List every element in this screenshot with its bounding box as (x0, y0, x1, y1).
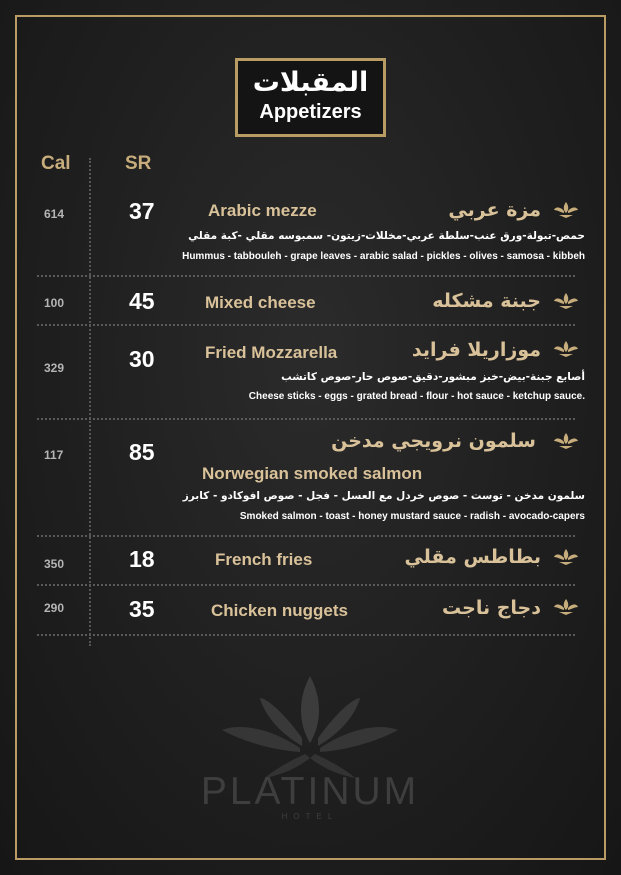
item-price: 37 (129, 198, 155, 224)
row-divider (37, 275, 575, 277)
item-name-arabic: جبنة مشكله (432, 290, 541, 312)
section-title-english: Appetizers (259, 101, 362, 123)
item-name-english: French fries (215, 550, 313, 569)
item-calories: 329 (44, 361, 65, 375)
flourish-icon (553, 548, 579, 566)
item-price: 85 (129, 439, 155, 465)
item-name-arabic: دجاج ناجت (442, 597, 541, 619)
item-name-english: Mixed cheese (205, 293, 316, 312)
item-description-english: Cheese sticks - eggs - grated bread - flour - hot sauce - ketchup sauce. (248, 391, 585, 402)
brand-name: PLATINUM (200, 770, 420, 813)
item-name-english: Arabic mezze (208, 201, 317, 220)
item-description-arabic: سلمون مدخن - توست - صوص خردل مع العسل - فجل - صوص افوكادو - كابرز (182, 490, 585, 502)
brand-subtitle: HOTEL (281, 812, 339, 821)
row-divider (37, 418, 575, 420)
item-calories: 614 (44, 207, 65, 221)
item-description-english: Smoked salmon - toast - honey mustard sauce - radish - avocado-capers (239, 511, 585, 522)
flourish-icon (553, 432, 579, 450)
item-description-english: Hummus - tabbouleh - grape leaves - arabic salad - pickles - olives - samosa - kibbeh (182, 251, 585, 262)
section-title-arabic: المقبلات (252, 67, 369, 98)
item-description-arabic: حمص-تبولة-ورق عنب-سلطة عربي-مخللات-زيتون- سمبوسه مقلي -كبة مقلي (188, 230, 585, 242)
flourish-icon (553, 201, 579, 219)
item-name-arabic: موزاريلا فرايد (411, 339, 541, 361)
item-calories: 350 (44, 557, 65, 571)
section-title-box (235, 58, 386, 137)
item-price: 35 (129, 596, 155, 622)
item-name-english: Chicken nuggets (211, 601, 348, 620)
price-column-header: SR (125, 153, 152, 174)
item-name-arabic: سلمون نرويجي مدخن (331, 430, 536, 452)
item-name-arabic: بطاطس مقلي (404, 546, 541, 568)
item-calories: 117 (44, 448, 64, 462)
item-description-arabic: أصابع جبنة-بيض-خبز مبشور-دقيق-صوص حار-صوص كاتشب (281, 371, 585, 383)
item-calories: 290 (44, 601, 65, 615)
row-divider (37, 634, 575, 636)
item-price: 30 (129, 346, 155, 372)
row-divider (37, 324, 575, 326)
item-name-english: Fried Mozzarella (205, 343, 338, 362)
flourish-icon (553, 292, 579, 310)
item-calories: 100 (44, 296, 65, 310)
item-price: 45 (129, 288, 155, 314)
item-name-arabic: مزة عربي (448, 199, 541, 221)
calories-column-header: Cal (41, 153, 71, 174)
flourish-icon (553, 340, 579, 358)
flourish-icon (553, 598, 579, 616)
item-price: 18 (129, 546, 155, 572)
row-divider (37, 584, 575, 586)
item-name-english: Norwegian smoked salmon (202, 464, 423, 483)
row-divider (37, 535, 575, 537)
column-divider (89, 158, 91, 646)
